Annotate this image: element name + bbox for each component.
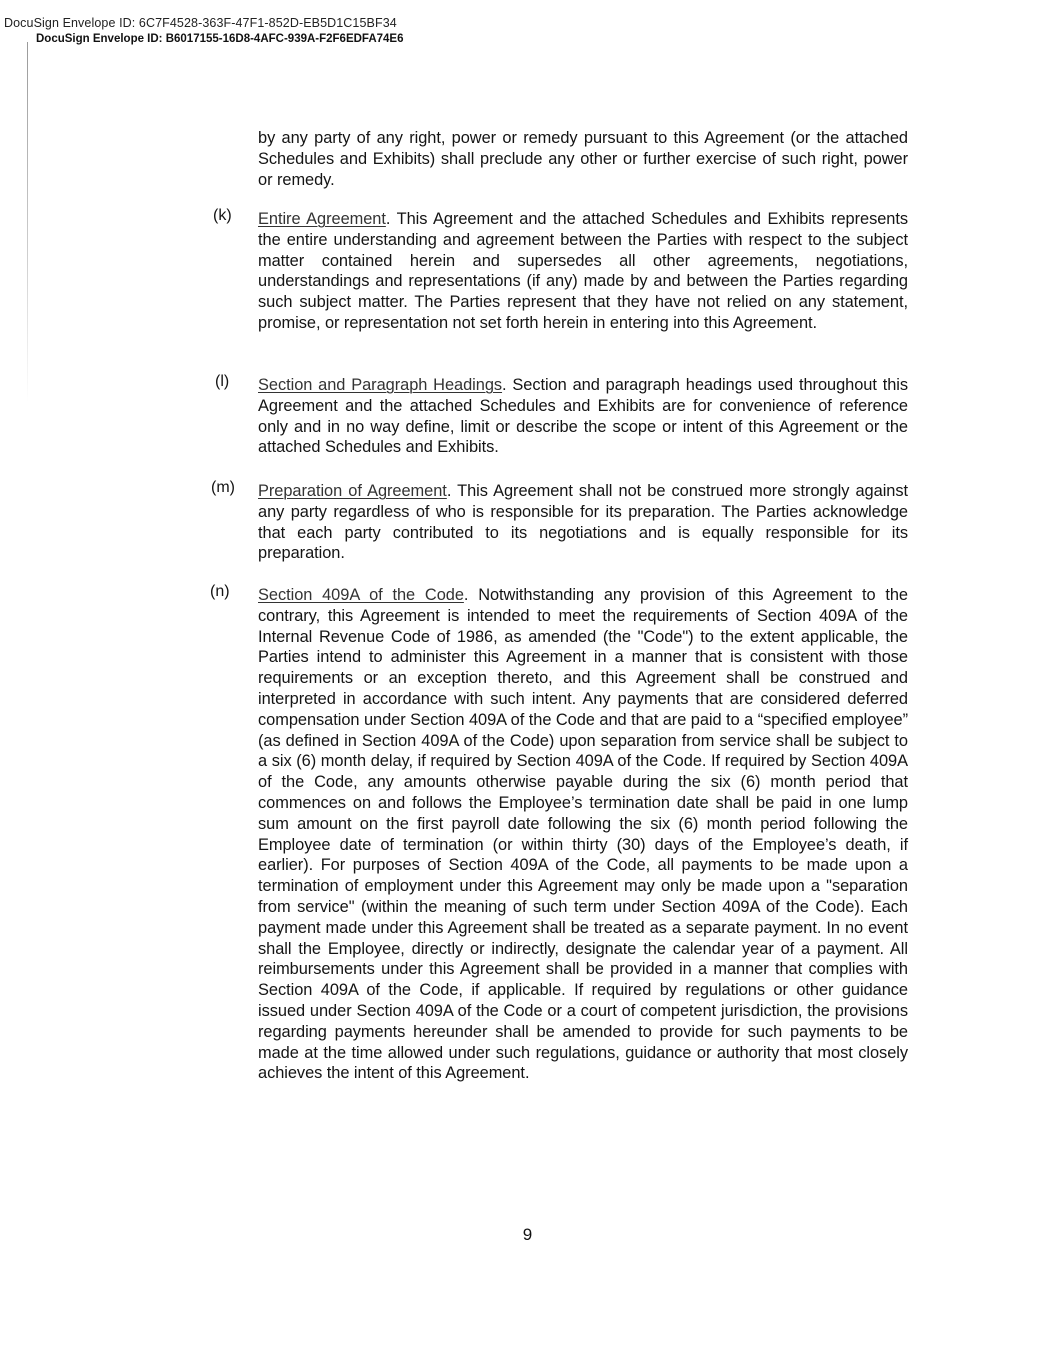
section-headings bbox=[258, 375, 908, 458]
section-marker-k: (k) bbox=[213, 207, 232, 224]
section-body-headings: . Section and paragraph headings used throughout this Agreement and the attached Schedules and Exhibits are for convenience of reference only and in no way define, limit or describe the scope or intent of this Agreement or the attached Schedules and Exhibits. bbox=[258, 376, 908, 457]
docusign-envelope-id-secondary: DocuSign Envelope ID: B6017155-16D8-4AFC-939A-F2F6EDFA74E6 bbox=[36, 33, 404, 45]
section-heading-preparation-of-agreement: Preparation of Agreement bbox=[258, 482, 447, 500]
section-heading-409a: Section 409A of the Code bbox=[258, 586, 464, 604]
section-marker-n: (n) bbox=[210, 583, 230, 600]
continuation-paragraph: by any party of any right, power or remedy pursuant to this Agreement (or the attached Schedules and Exhibits) shall preclude any other or further exercise of such right, power or remedy. bbox=[258, 129, 908, 189]
section-body-entire-agreement: . This Agreement and the attached Schedules and Exhibits represents the entire understanding and agreement between the Parties with respect to the subject matter contained herein and supersedes all other agreements, negotiations, understandings and representations (if any) made by and between the Parties regarding such subject matter. The Parties represent that they have not relied on any statement, promise, or representation not set forth herein in entering into this Agreement. bbox=[258, 210, 908, 332]
section-entire-agreement bbox=[258, 209, 908, 334]
section-body-409a: . Notwithstanding any provision of this Agreement to the contrary, this Agreement is intended to meet the requirements of Section 409A of the Internal Revenue Code of 1986, as amended (the "Code") to the extent applicable, the Parties intend to administer this Agreement in a manner that is consistent with those requirements or an exception thereto, and this Agreement shall be construed and interpreted in accordance with such intent. Any payments that are considered deferred compensation under Section 409A of the Code and that are paid to a “specified employee” (as defined in Section 409A of the Code) upon separation from service shall be subject to a six (6) month delay, if required by Section 409A of the Code. If required by Section 409A of the Code, any amounts otherwise payable during the six (6) month period that commences on and follows the Employee’s termination date shall be paid in one lump sum amount on the first payroll date following the six (6) month period following the Employee date of termination (or within thirty (30) days of the Employee’s death, if earlier). For purposes of Section 409A of the Code, all payments to be made upon a termination of employment under this Agreement may only be made upon a "separation from service" (within the meaning of such term under Section 409A of the Code). Each payment made under this Agreement shall be treated as a separate payment. In no event shall the Employee, directly or indirectly, designate the calendar year of a payment. All reimbursements under this Agreement shall be provided in a manner that complies with Section 409A of the Code, if applicable. If required by regulations or other guidance issued under Section 409A of the Code or a court of competent jurisdiction, the provisions regarding payments hereunder shall be amended to provide for such payments to be made at the time allowed under such regulations, guidance or authority that most closely achieves the intent of this Agreement. bbox=[258, 586, 908, 1083]
section-409a bbox=[258, 585, 908, 1084]
section-marker-m: (m) bbox=[211, 479, 235, 496]
page-number: 9 bbox=[522, 1225, 533, 1244]
section-heading-section-and-paragraph-headings: Section and Paragraph Headings bbox=[258, 376, 503, 394]
section-marker-l: (l) bbox=[215, 373, 230, 390]
section-preparation-of-agreement bbox=[258, 481, 908, 564]
section-body-preparation: . This Agreement shall not be construed more strongly against any party regardless of who is responsible for its preparation. The Parties acknowledge that each party contributed to its negotiations and is equally responsible for its preparation. bbox=[258, 482, 908, 563]
docusign-envelope-id-primary: DocuSign Envelope ID: 6C7F4528-363F-47F1-852D-EB5D1C15BF34 bbox=[4, 16, 397, 30]
section-heading-entire-agreement: Entire Agreement bbox=[258, 210, 386, 228]
